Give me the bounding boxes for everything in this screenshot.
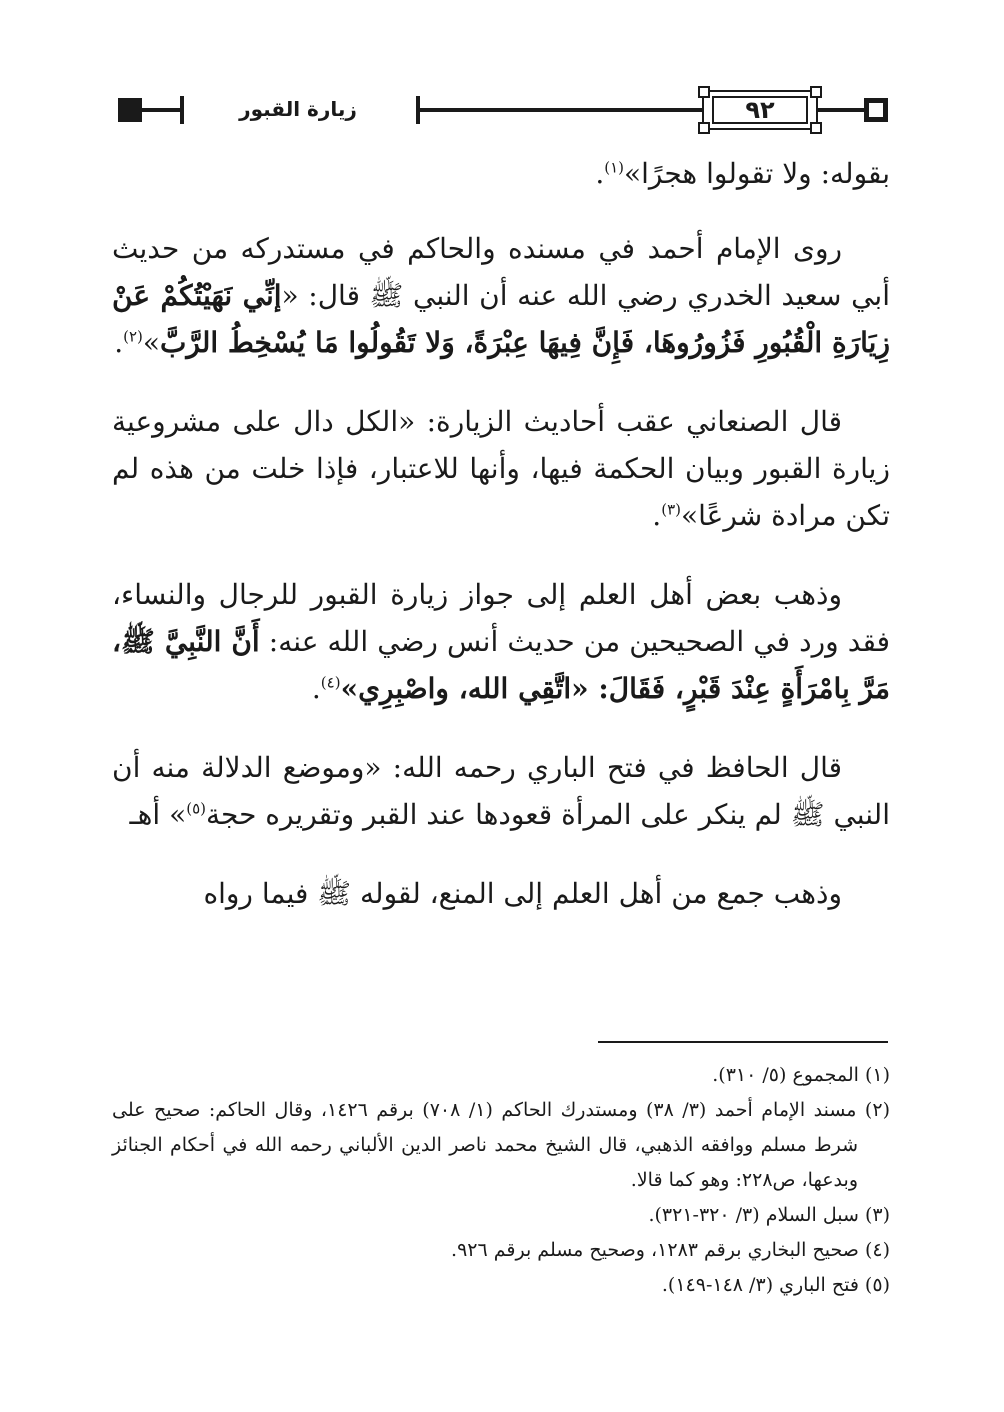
hadith-quote: أَنَّ النَّبِيَّ ﷺ، مَرَّ بِامْرَأَةٍ عِنْدَ قَبْرٍ، فَقَالَ: «اتَّقِي الله، واصْبِرِي» bbox=[112, 625, 890, 705]
paragraph: بقوله: ولا تقولوا هجرًا»$^{(١)}$. bbox=[595, 157, 890, 190]
page-number: ٩٢ bbox=[745, 96, 775, 124]
footnote: (١) المجموع (٥/ ٣١٠). bbox=[712, 1064, 890, 1086]
paragraph: روى الإمام أحمد في مسنده والحاكم في مستدركه من حديث أبي سعيد الخدري رضي الله عنه أن النبي ﷺ قال: «إنِّي نَهَيْتُكُمْ عَنْ زِيَارَةِ الْقُبُورِ فَزُورُوهَا، فَإِنَّ فِيهَا عِبْرَةً، وَلا تَقُولُوا مَا يُسْخِطُ الرَّبَّ»$^{(٢)}$. bbox=[112, 232, 891, 359]
footnote-ref: (١) bbox=[604, 158, 624, 177]
paragraph: قال الحافظ في فتح الباري رحمه الله: «وموضع الدلالة منه أن النبي ﷺ لم ينكر على المرأة قعودها عند القبر وتقريره حجة$^{(٥)}$» أهـ bbox=[112, 751, 890, 831]
header-rule bbox=[142, 108, 180, 112]
header-ornament-left bbox=[118, 98, 142, 122]
footnote: (٥) فتح الباري (٣/ ١٤٨-١٤٩). bbox=[661, 1274, 890, 1296]
header-ornament-right bbox=[864, 98, 888, 122]
paragraph: وذهب بعض أهل العلم إلى جواز زيارة القبور للرجال والنساء، فقد ورد في الصحيحين من حديث أنس رضي الله عنه: أَنَّ النَّبِيَّ ﷺ، مَرَّ بِامْرَأَةٍ عِنْدَ قَبْرٍ، فَقَالَ: «اتَّقِي الله، واصْبِرِي»$^{(٤)}$. bbox=[112, 578, 891, 705]
footnote-separator bbox=[598, 1041, 888, 1043]
footnote-ref: (٤) bbox=[320, 673, 341, 692]
footnote: (٢) مسند الإمام أحمد (٣/ ٣٨) ومستدرك الحاكم (١/ ٧٠٨) برقم ١٤٢٦، وقال الحاكم: صحيح على شرط مسلم ووافقه الذهبي، قال الشيخ محمد ناصر الدين الألباني رحمه الله في أحكام الجنائز وبدعها، ص٢٢٨: وهو كما قالا. bbox=[112, 1099, 890, 1191]
page-number-frame bbox=[698, 86, 822, 134]
hadith-quote: إنِّي نَهَيْتُكُمْ عَنْ زِيَارَةِ الْقُبُورِ فَزُورُوهَا، فَإِنَّ فِيهَا عِبْرَةً، وَلا تَقُولُوا مَا يُسْخِطُ الرَّبَّ bbox=[112, 279, 890, 359]
footnote-ref: (٥) bbox=[186, 799, 206, 818]
footnote-ref: (٢) bbox=[123, 327, 143, 346]
running-title: زيارة القبور bbox=[239, 97, 357, 121]
footnote-ref: (٣) bbox=[661, 500, 681, 519]
main-text bbox=[112, 150, 890, 949]
paragraph: قال الصنعاني عقب أحاديث الزيارة: «الكل دال على مشروعية زيارة القبور وبيان الحكمة فيها، وأنها للاعتبار، فإذا خلت من هذه لم تكن مرادة شرعًا»$^{(٣)}$. bbox=[112, 405, 890, 532]
footnote: (٣) سبل السلام (٣/ ٣٢٠-٣٢١). bbox=[648, 1204, 890, 1226]
paragraph: وذهب جمع من أهل العلم إلى المنع، لقوله ﷺ فيما رواه bbox=[203, 877, 842, 910]
page-header bbox=[116, 92, 890, 132]
footnote: (٤) صحيح البخاري برقم ١٢٨٣، وصحيح مسلم برقم ٩٢٦. bbox=[451, 1239, 890, 1261]
header-rule-cap bbox=[180, 96, 184, 124]
footnotes bbox=[112, 1058, 890, 1303]
header-rule bbox=[820, 108, 864, 112]
